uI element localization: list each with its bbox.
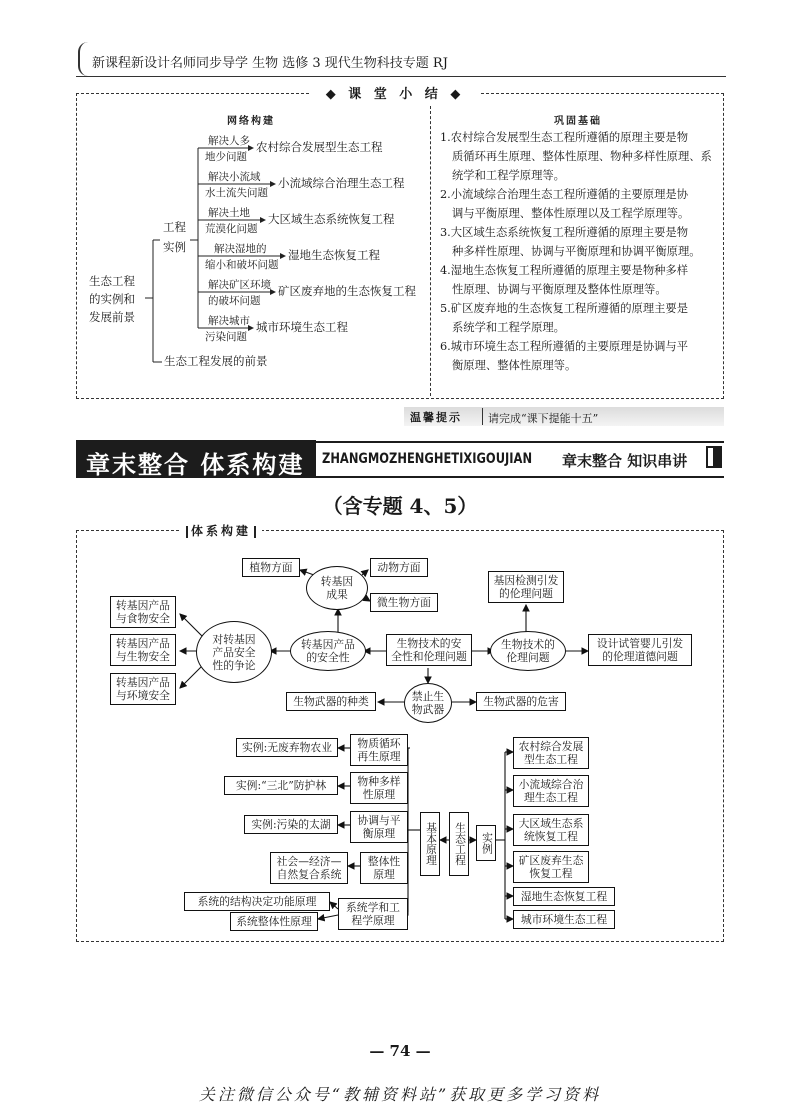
mindmap-root-line1: 生态工程 xyxy=(89,274,135,288)
node-example-5b: 系统整体性原理 xyxy=(230,912,318,931)
node-cases: 实例 xyxy=(476,825,496,861)
node-principle-2: 物种多样 性原理 xyxy=(350,772,408,804)
node-env-safety: 转基因产品 与环境安全 xyxy=(110,673,176,705)
problem-2-line2: 水土流失问题 xyxy=(205,187,268,199)
result-3: 大区域生态系统恢复工程 xyxy=(268,212,395,226)
tip-label: 温馨提示 xyxy=(410,411,462,424)
result-6: 城市环境生态工程 xyxy=(256,320,348,334)
node-gm-results xyxy=(306,566,368,610)
node-ethics: 生物技术的 伦理问题 xyxy=(490,631,566,671)
node-example-2: 实例:“三北”防护林 xyxy=(224,776,338,795)
chapter-right-title: 章末整合 知识串讲 xyxy=(562,452,688,470)
problem-3-line1: 解决土地 xyxy=(208,207,250,219)
node-bio-safety: 转基因产品 与生物安全 xyxy=(110,634,176,666)
result-5: 矿区废弃地的生态恢复工程 xyxy=(278,284,416,298)
problem-1-line2: 地少问题 xyxy=(205,151,247,163)
node-gm-results-text: 转基因 成果 xyxy=(320,575,354,601)
tip-text: 请完成“课下提能十五” xyxy=(488,412,599,425)
problem-6-line2: 污染问题 xyxy=(205,331,247,343)
branch-label-line2: 实例 xyxy=(163,240,186,254)
node-principle-5: 系统学和工 程学原理 xyxy=(338,898,408,930)
point-1-line2: 质循环再生原理、整体性原理、物种多样性原理、系 xyxy=(452,150,712,163)
point-6-line2: 衡原理、整体性原理等。 xyxy=(452,359,577,372)
node-case-4: 矿区废弃生态 恢复工程 xyxy=(513,851,589,883)
point-3-line2: 种多样性原理、协调与平衡原理和协调平衡原理。 xyxy=(452,245,701,258)
point-1-line3: 统学和工程学原理等。 xyxy=(452,169,565,182)
node-food-safety: 转基因产品 与食物安全 xyxy=(110,596,176,628)
result-1: 农村综合发展型生态工程 xyxy=(256,140,383,154)
point-2-line1: 2.小流域综合治理生态工程所遵循的主要原理是协 xyxy=(440,188,689,201)
problem-6-line1: 解决城市 xyxy=(208,315,250,327)
network-label: 网络构建 xyxy=(225,112,277,127)
node-center: 生物技术的安 全性和伦理问题 xyxy=(386,634,472,666)
mindmap-root-line2: 的实例和 xyxy=(89,292,135,306)
branch-label-line1: 工程 xyxy=(163,220,186,234)
point-5-line1: 5.矿区废弃地的生态恢复工程所遵循的原理主要是 xyxy=(440,302,689,315)
result-2: 小流域综合治理生态工程 xyxy=(278,176,405,190)
chapter-title: 章末整合 体系构建 xyxy=(86,450,305,479)
node-debate: 对转基因 产品安全 性的争论 xyxy=(196,621,272,683)
node-basic-principles: 基本原理 xyxy=(420,812,440,876)
node-eco-engineering: 生态工程 xyxy=(449,812,469,876)
problem-2-line1: 解决小流域 xyxy=(208,171,261,183)
prospect-item: 生态工程发展的前景 xyxy=(164,354,268,368)
chapter-pinyin: ZHANGMOZHENGHETIXIGOUJIAN xyxy=(322,451,533,467)
node-microbe: 微生物方面 xyxy=(370,593,438,612)
page-number: — 74 — xyxy=(369,1042,431,1060)
point-5-line2: 系统学和工程学原理。 xyxy=(452,321,565,334)
node-case-2: 小流域综合治 理生态工程 xyxy=(513,775,589,807)
node-principle-4: 整体性 原理 xyxy=(360,852,408,884)
node-principle-1: 物质循环 再生原理 xyxy=(350,734,408,766)
point-6-line1: 6.城市环境生态工程所遵循的主要原理是协调与平 xyxy=(440,340,689,353)
problem-5-line2: 的破坏问题 xyxy=(208,295,261,307)
node-animal: 动物方面 xyxy=(370,558,428,577)
node-plant: 植物方面 xyxy=(242,558,300,577)
mindmap-root-line3: 发展前景 xyxy=(89,310,135,324)
node-designer-baby: 设计试管婴儿引发 的伦理道德问题 xyxy=(588,634,692,666)
node-gm-safety: 转基因产品 的安全性 xyxy=(290,631,366,671)
problem-4-line1: 解决湿地的 xyxy=(214,243,267,255)
footer-note: 关注微信公众号“教辅资料站”获取更多学习资料 xyxy=(198,1085,602,1104)
node-example-5a: 系统的结构决定功能原理 xyxy=(184,892,330,911)
node-gene-test: 基因检测引发 的伦理问题 xyxy=(488,571,564,603)
running-header: 新课程新设计名师同步导学 生物 选修 3 现代生物科技专题 RJ xyxy=(92,56,448,71)
point-4-line1: 4.湿地生态恢复工程所遵循的原理主要是物种多样 xyxy=(440,264,689,277)
point-3-line1: 3.大区域生态系统恢复工程所遵循的原理主要是物 xyxy=(440,226,689,239)
node-case-1: 农村综合发展 型生态工程 xyxy=(513,737,589,769)
concept-label-text: 体系构建 xyxy=(191,524,252,538)
point-2-line2: 调与平衡原理、整体性原理以及工程学原理等。 xyxy=(452,207,690,220)
node-ban-weapons: 禁止生 物武器 xyxy=(404,683,452,723)
node-case-5: 湿地生态恢复工程 xyxy=(513,887,615,906)
node-example-4: 社会—经济— 自然复合系统 xyxy=(270,852,348,884)
chapter-subtitle: （含专题 4、5） xyxy=(322,494,478,518)
node-example-3: 实例:污染的太湖 xyxy=(244,815,338,834)
point-4-line2: 性原理、协调与平衡原理及整体性原理等。 xyxy=(452,283,667,296)
node-principle-3: 协调与平 衡原理 xyxy=(350,811,408,843)
problem-3-line2: 荒漠化问题 xyxy=(205,223,258,235)
point-1-line1: 1.农村综合发展型生态工程所遵循的原理主要是物 xyxy=(440,131,689,144)
node-case-3: 大区域生态系 统恢复工程 xyxy=(513,814,589,846)
node-case-6: 城市环境生态工程 xyxy=(513,910,615,929)
node-weapon-harm: 生物武器的危害 xyxy=(476,692,566,711)
result-4: 湿地生态恢复工程 xyxy=(288,248,380,262)
problem-5-line1: 解决矿区环境 xyxy=(208,279,271,291)
consolidate-label: 巩固基础 xyxy=(552,112,604,127)
node-weapon-types: 生物武器的种类 xyxy=(286,692,376,711)
problem-1-line1: 解决人多 xyxy=(208,135,250,147)
summary-title: ◆ 课 堂 小 结 ◆ xyxy=(310,83,480,102)
problem-4-line2: 缩小和破坏问题 xyxy=(205,259,279,271)
node-example-1: 实例:无废弃物农业 xyxy=(236,738,338,757)
